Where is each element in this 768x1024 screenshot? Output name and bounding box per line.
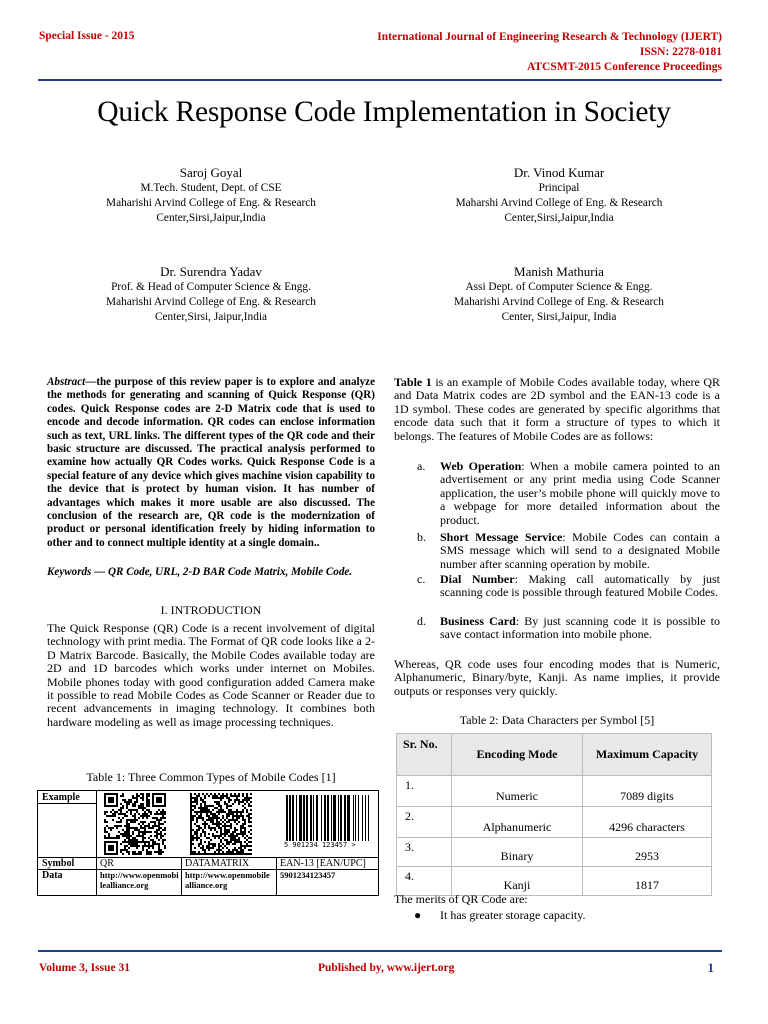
barcode-digits: 5 901234 123457 > bbox=[284, 841, 356, 849]
table-cell: 4296 characters bbox=[583, 807, 712, 838]
author-1 bbox=[47, 165, 375, 226]
encoding-modes-text: Whereas, QR code uses four encoding modes that is Numeric, Alphanumeric, Binary/byte, Kanji. As name implies, it provide outputs or responses very quickly. bbox=[394, 657, 720, 698]
feature-item-business-card bbox=[417, 614, 720, 642]
author-affil: Center,Sirsi,Jaipur,India bbox=[504, 212, 614, 224]
author-affil: Center,Sirsi, Jaipur,India bbox=[154, 311, 268, 323]
table1-description-text: is an example of Mobile Codes available today, where QR and Data Matrix codes are 2D symbol and the EAN-13 code is a 1D symbol. These codes are generated by specific algorithms that encode data such that it form a structure of types to which it belongs. The features of Mobile Codes are as follows: bbox=[394, 375, 720, 443]
data-datamatrix: http://www.openmobilealliance.org bbox=[185, 870, 270, 890]
symbol-qr: QR bbox=[100, 858, 114, 869]
data-qr: http://www.openmobilealliance.org bbox=[100, 870, 179, 890]
footer-rule bbox=[38, 950, 722, 952]
feature-item-sms bbox=[417, 530, 720, 571]
author-affil: Maharishi Arvind College of Eng. & Research bbox=[454, 296, 664, 308]
table1-description bbox=[394, 376, 720, 443]
table1-row-example: Example bbox=[42, 792, 80, 803]
author-affil: Maharishi Arvind College of Eng. & Research bbox=[106, 197, 316, 209]
author-name: Dr. Surendra Yadav bbox=[160, 264, 262, 279]
data-ean13: 5901234123457 bbox=[280, 870, 336, 880]
table2-header: Sr. No. bbox=[397, 734, 452, 776]
table-cell: Numeric bbox=[452, 776, 583, 807]
symbol-ean13: EAN-13 [EAN/UPC] bbox=[280, 858, 366, 869]
keywords: Keywords — QR Code, URL, 2-D BAR Code Matrix, Mobile Code. bbox=[47, 566, 353, 578]
issn: ISSN: 2278-0181 bbox=[639, 46, 722, 58]
journal-issue: Special Issue - 2015 bbox=[39, 30, 135, 42]
table1-ref: Table 1 bbox=[394, 375, 432, 389]
abstract-text: —the purpose of this review paper is to explore and analyze the methods for generating and scanning of Quick Response (QR) codes. Quick Response codes are 2-D Matrix code that is used to encode and decode information. QR codes can enclose information such as text, URL links. The different types of the QR code and their basic structure are discussed. The practical analysis performed to examine how actually QR Codes works. Quick Response Code is a special feature of any device which gives machine vision capability to the device that is protect by human vision. It has number of advantages which makes it more usable are also discussed. The conclusion of the research are, QR code is the modernization of product or personal identification freely by hiding information to other and to connect multiple identity at a single domain.. bbox=[47, 376, 375, 549]
item-label: c. bbox=[417, 572, 426, 586]
author-affil: Center,Sirsi,Jaipur,India bbox=[156, 212, 266, 224]
table-row bbox=[397, 838, 712, 867]
author-affil: Maharshi Arvind College of Eng. & Research bbox=[455, 197, 663, 209]
table-row bbox=[397, 776, 712, 807]
merits-heading: The merits of QR Code are: bbox=[394, 892, 528, 906]
section-heading-introduction: I. INTRODUCTION bbox=[160, 603, 262, 617]
table-cell: 2953 bbox=[583, 838, 712, 867]
footer-volume: Volume 3, Issue 31 bbox=[39, 962, 130, 974]
journal-header bbox=[377, 30, 722, 75]
item-head: Dial Number bbox=[440, 572, 515, 586]
item-head: Business Card bbox=[440, 614, 516, 628]
author-2 bbox=[396, 165, 722, 226]
table2-header: Encoding Mode bbox=[452, 734, 583, 776]
introduction-text: The Quick Response (QR) Code is a recent involvement of digital technology with print media. The Format of QR code looks like a 2-D Matrix Barcode. Basically, the Mobile Codes available today are 2D and 1D barcodes which works under internet on Mobiles. Mobile phones today with good configuration added Camera make it possible to read Mobile Codes as Code Scanner or Reader due to recent advancements in imaging technology. It combines both hardware modeling as well as image processing techniques. bbox=[47, 621, 375, 729]
table-cell: Alphanumeric bbox=[452, 807, 583, 838]
merit-item bbox=[416, 908, 585, 923]
table-cell: 7089 digits bbox=[583, 776, 712, 807]
author-name: Dr. Vinod Kumar bbox=[513, 165, 605, 180]
abstract bbox=[47, 376, 375, 550]
table1-caption: Table 1: Three Common Types of Mobile Codes [1] bbox=[86, 770, 336, 784]
footer-publisher: Published by, www.ijert.org bbox=[318, 962, 455, 974]
item-label: b. bbox=[417, 530, 426, 544]
table2-header: Maximum Capacity bbox=[583, 734, 712, 776]
table-cell: Kanji bbox=[452, 867, 583, 896]
table1 bbox=[37, 790, 379, 896]
qr-code-image bbox=[104, 793, 166, 855]
paper-title: Quick Response Code Implementation in Society bbox=[97, 96, 671, 128]
item-text: : By just scanning code it is possible to save contact information into mobile phone. bbox=[440, 614, 720, 642]
page-number: 1 bbox=[707, 960, 714, 975]
datamatrix-code-image bbox=[190, 793, 252, 855]
table1-row-symbol: Symbol bbox=[42, 858, 75, 869]
table-cell: 3. bbox=[397, 838, 452, 867]
item-label: a. bbox=[417, 459, 426, 473]
item-label: d. bbox=[417, 614, 426, 628]
journal-name: International Journal of Engineering Research & Technology (IJERT) bbox=[377, 31, 722, 43]
author-affil: Assi Dept. of Computer Science & Engg. bbox=[465, 281, 653, 293]
table1-row-data: Data bbox=[42, 870, 63, 881]
table2 bbox=[396, 733, 712, 896]
symbol-datamatrix: DATAMATRIX bbox=[185, 858, 250, 869]
conference: ATCSMT-2015 Conference Proceedings bbox=[526, 61, 722, 73]
author-name: Manish Mathuria bbox=[514, 264, 604, 279]
item-text: : Mobile Codes can contain a SMS message which will send to a designated Mobile number after scanning operation by mobile. bbox=[440, 530, 720, 571]
table-cell: 1. bbox=[397, 776, 452, 807]
item-head: Short Message Service bbox=[440, 530, 563, 544]
author-affil: Principal bbox=[538, 182, 580, 194]
table-cell: Binary bbox=[452, 838, 583, 867]
author-name: Saroj Goyal bbox=[179, 165, 243, 180]
table-row bbox=[397, 807, 712, 838]
table-cell: 1817 bbox=[583, 867, 712, 896]
feature-item-web-operation bbox=[417, 459, 720, 527]
abstract-label: Abstract bbox=[47, 376, 86, 388]
bullet-icon: ● bbox=[414, 908, 422, 922]
author-3 bbox=[47, 264, 375, 325]
feature-item-dial-number bbox=[417, 572, 720, 600]
header-rule bbox=[38, 79, 722, 81]
author-affil: Prof. & Head of Computer Science & Engg. bbox=[111, 281, 311, 293]
author-affil: Maharishi Arvind College of Eng. & Research bbox=[106, 296, 316, 308]
table-cell: 2. bbox=[397, 807, 452, 838]
table2-caption: Table 2: Data Characters per Symbol [5] bbox=[459, 713, 655, 727]
ean13-barcode-image bbox=[284, 795, 372, 843]
author-affil: M.Tech. Student, Dept. of CSE bbox=[140, 182, 282, 194]
item-head: Web Operation bbox=[440, 459, 522, 473]
merit-text: It has greater storage capacity. bbox=[440, 908, 586, 922]
item-text: : When a mobile camera pointed to an advertisement or any print media using Code Scanner application, the user’s mobile phone will quickly move to a webpage for more detailed information about the product. bbox=[440, 459, 720, 527]
author-4 bbox=[396, 264, 722, 325]
table-cell: 4. bbox=[397, 867, 452, 896]
item-text: : Making call automatically by just scanning code is possible through featured Mobile Codes. bbox=[440, 572, 720, 600]
author-affil: Center, Sirsi,Jaipur, India bbox=[501, 311, 617, 323]
